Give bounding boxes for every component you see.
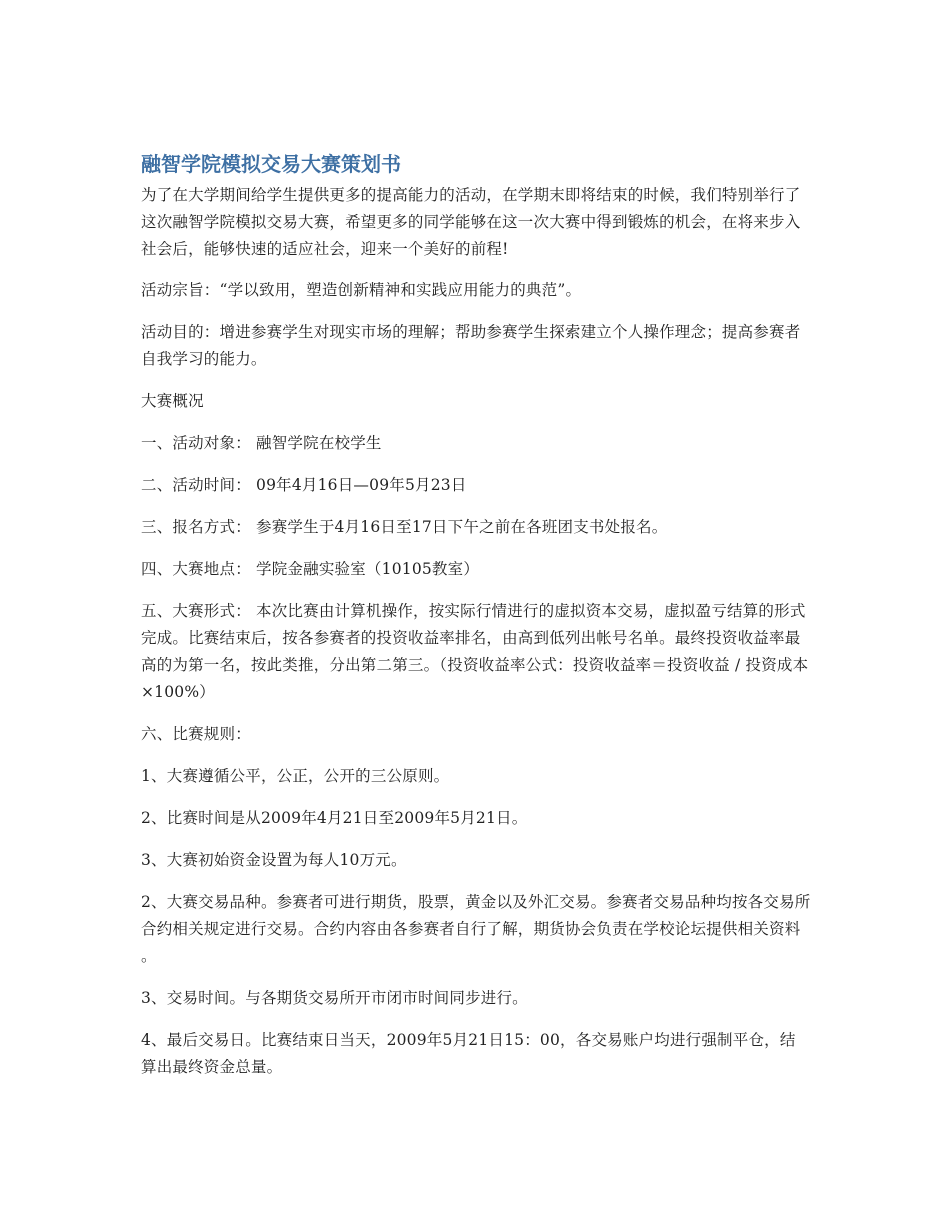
- rule-last-trading-day: 4、最后交易日。比赛结束日当天，2009年5月21日15：00，各交易账户均进行强制平仓，结算出最终资金总量。: [141, 1031, 796, 1076]
- item-format: 五、大赛形式： 本次比赛由计算机操作，按实际行情进行的虚拟资本交易，虚拟盈亏结算的形式完成。比赛结束后，按各参赛者的投资收益率排名，由高到低列出帐号名单。最终投资收益率最高的为第一名，按此类推，分出第二第三。（投资收益率公式：投资收益率＝投资收益 / 投资成本×100%）: [141, 602, 809, 701]
- rule-trading-hours: 3、交易时间。与各期货交易所开市闭市时间同步进行。: [141, 989, 528, 1007]
- rule-1: 1、大赛遵循公平，公正，公开的三公原则。: [141, 767, 450, 785]
- document-title: 融智学院模拟交易大赛策划书: [141, 152, 401, 176]
- item-location: 四、大赛地点： 学院金融实验室（10105教室）: [141, 560, 480, 578]
- item-participants: 一、活动对象： 融智学院在校学生: [141, 434, 382, 452]
- section-heading-overview: 大赛概况: [141, 392, 204, 410]
- rule-2: 2、比赛时间是从2009年4月21日至2009年5月21日。: [141, 809, 528, 827]
- item-time: 二、活动时间： 09年4月16日—09年5月23日: [141, 476, 467, 494]
- document-page: [141, 150, 811, 1096]
- rule-trading-instruments: 2、大赛交易品种。参赛者可进行期货，股票，黄金以及外汇交易。参赛者交易品种均按各交易所合约相关规定进行交易。合约内容由各参赛者自行了解，期货协会负责在学校论坛提供相关资料 。: [141, 893, 811, 965]
- purpose-paragraph: 活动宗旨：“学以致用，塑造创新精神和实践应用能力的典范”。: [141, 281, 582, 299]
- section-heading-rules: 六、比赛规则：: [141, 725, 251, 743]
- goal-paragraph: 活动目的：增进参赛学生对现实市场的理解；帮助参赛学生探索建立个人操作理念；提高参赛者自我学习的能力。: [141, 323, 801, 368]
- item-registration: 三、报名方式： 参赛学生于4月16日至17日下午之前在各班团支书处报名。: [141, 518, 668, 536]
- rule-3: 3、大赛初始资金设置为每人10万元。: [141, 851, 407, 869]
- intro-paragraph: 为了在大学期间给学生提供更多的提高能力的活动，在学期末即将结束的时候，我们特别举行了这次融智学院模拟交易大赛，希望更多的同学能够在这一次大赛中得到锻炼的机会，在将来步入社会后，能够快速的适应社会，迎来一个美好的前程!: [141, 186, 801, 258]
